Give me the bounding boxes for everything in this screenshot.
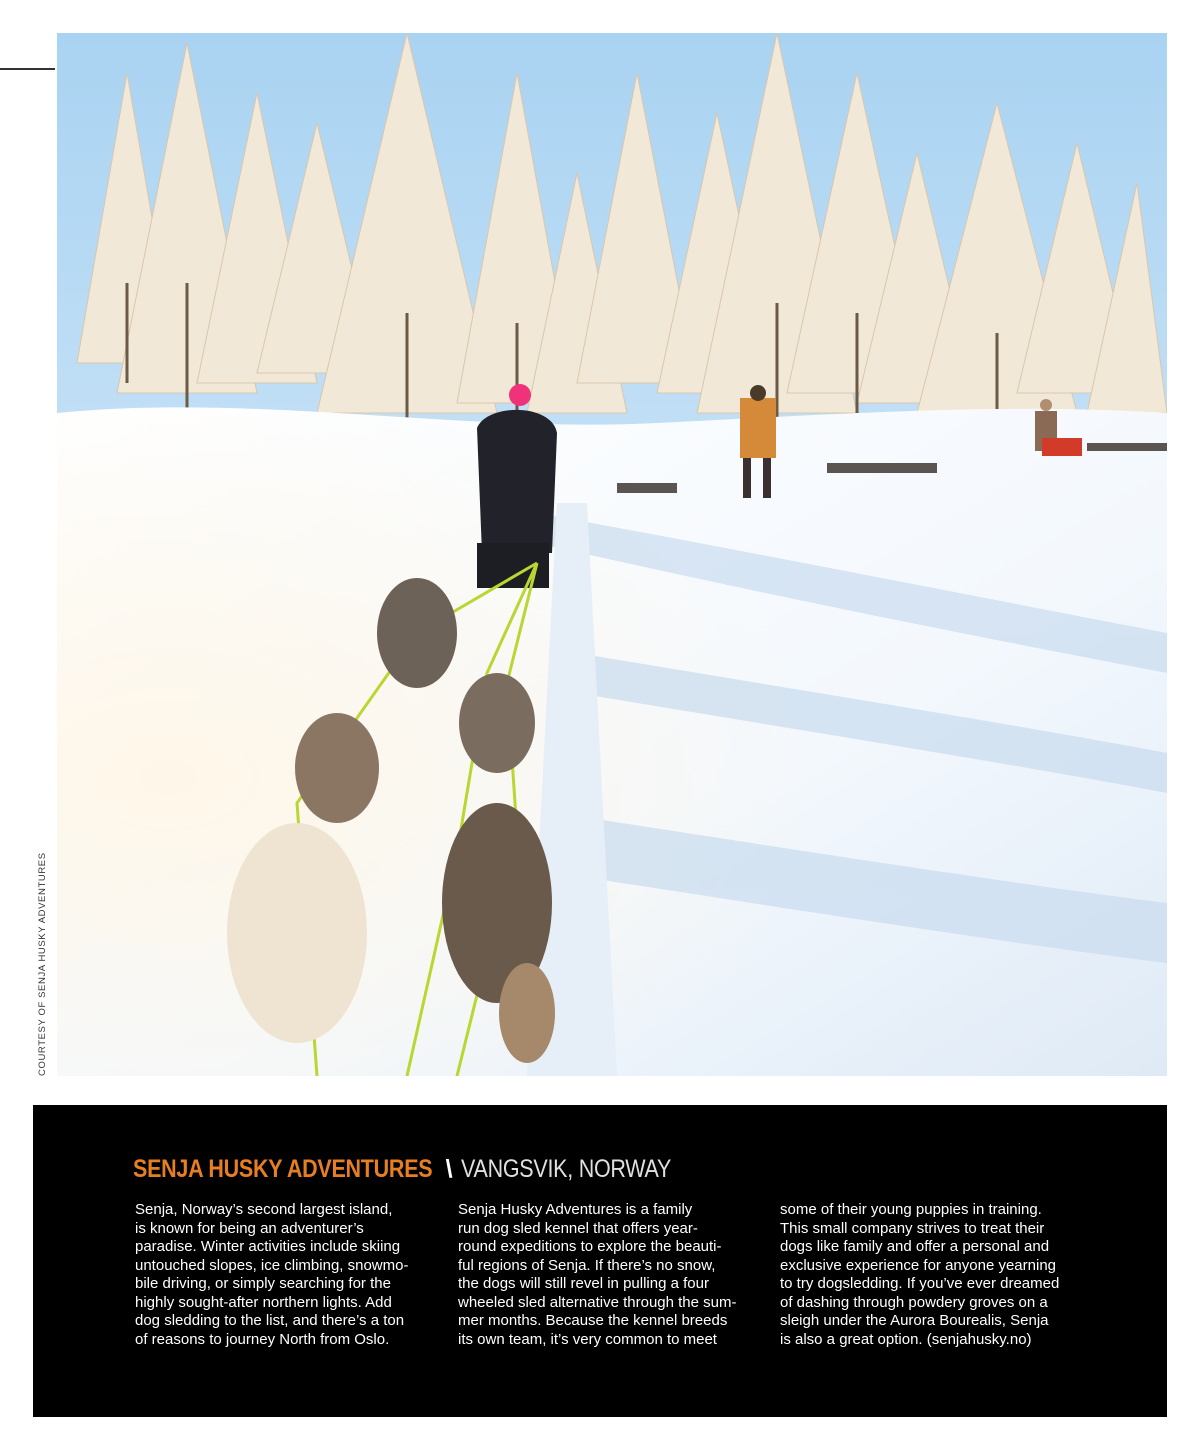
top-rule <box>0 68 55 70</box>
title-separator: \ <box>445 1155 453 1183</box>
article-column-1: Senja, Norway’s second largest island, is known for being an adventurer’s paradise. Winter activities include skiing untouched slopes, ice climbing, snowmo- bile driving, or simply searching for the highly sought-after northern lights. Add dog sledding to the list, and there’s a ton of reasons to journey North from Oslo. <box>135 1201 409 1348</box>
photo-credit: COURTESY OF SENJA HUSKY ADVENTURES <box>37 852 48 1076</box>
article-column-3: some of their young puppies in training. This small company strives to treat their dogs like family and offer a personal and exclusive experience for anyone yearning to try dogsledding. If you’ve ever dreamed of dashing through powdery groves on a sleigh under the Aurora Bourealis, Senja is also a great option. (senjahusky.no) <box>780 1201 1060 1348</box>
article-heading <box>133 1155 705 1184</box>
husky-sledding-photo <box>57 33 1167 1076</box>
article-location: VANGSVIK, NORWAY <box>460 1155 672 1183</box>
article-column-2: Senja Husky Adventures is a family run dog sled kennel that offers year- round expeditions to explore the beauti- ful regions of Senja. If there’s no snow, the dogs will still revel in pulling a four wheeled sled alternative through the sum- mer months. Because the kennel breeds its own team, it’s very common to meet <box>458 1201 737 1348</box>
article-panel <box>33 1105 1167 1417</box>
article-title: SENJA HUSKY ADVENTURES <box>133 1155 433 1183</box>
